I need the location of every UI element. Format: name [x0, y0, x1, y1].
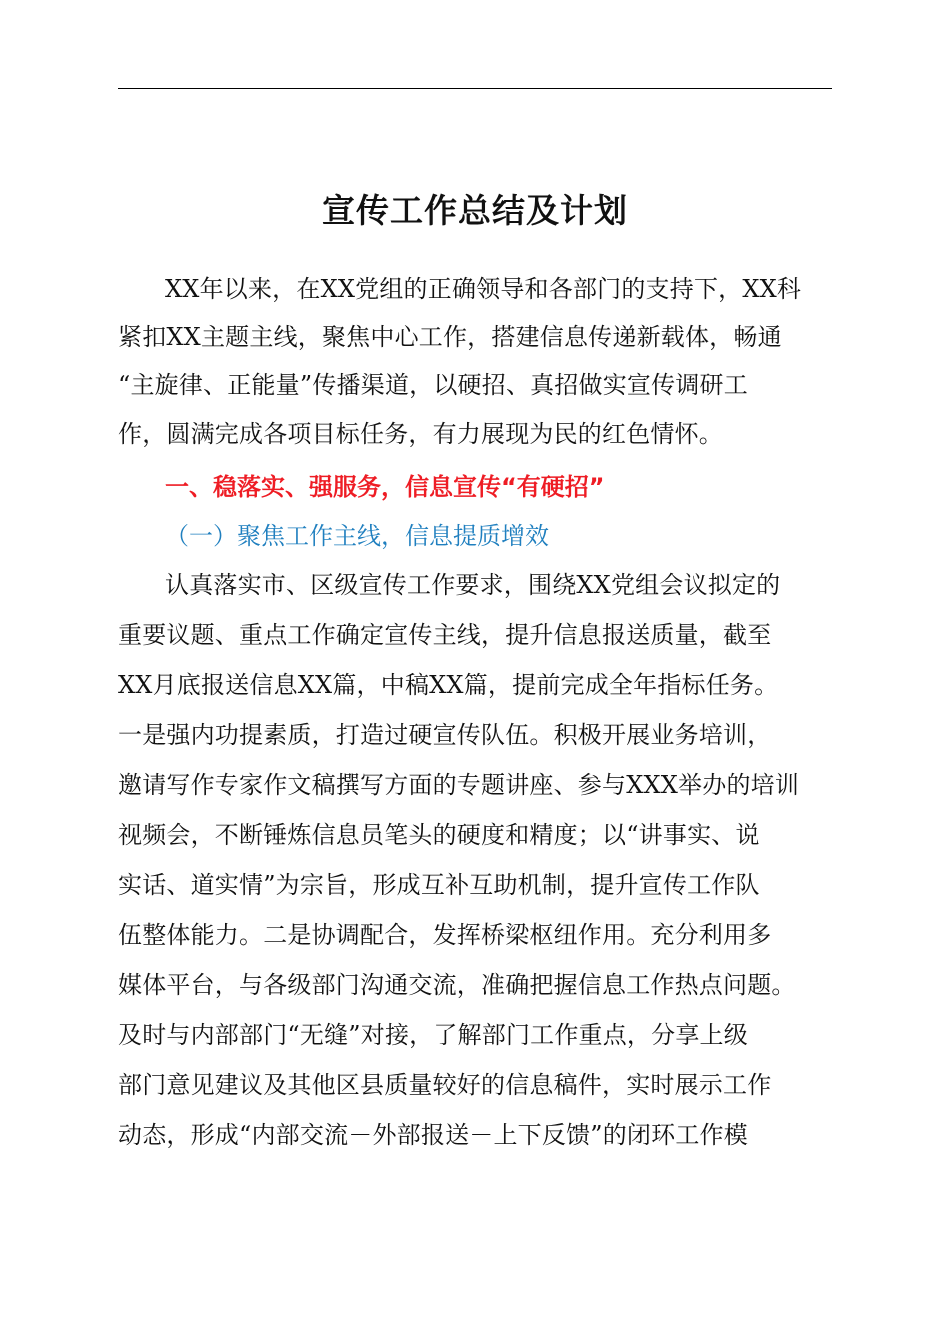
body-line: XX月底报送信息XX篇，中稿XX篇，提前完成全年指标任务。	[118, 671, 779, 699]
body-line: 及时与内部部门“无缝”对接，了解部门工作重点，分享上级	[118, 1021, 748, 1049]
body-line: 视频会，不断锤炼信息员笔头的硬度和精度；以“讲事实、说	[118, 821, 760, 849]
body-line: 部门意见建议及其他区县质量较好的信息稿件，实时展示工作	[118, 1071, 772, 1099]
body-line: 实话、道实情”为宗旨，形成互补互助机制，提升宣传工作队	[118, 871, 760, 899]
body-line: 动态，形成“内部交流－外部报送－上下反馈”的闭环工作模	[118, 1121, 748, 1149]
body-line: 伍整体能力。二是协调配合，发挥桥梁枢纽作用。充分利用多	[118, 921, 772, 949]
intro-line: XX年以来，在XX党组的正确领导和各部门的支持下，XX科	[165, 275, 802, 303]
body-line: 重要议题、重点工作确定宣传主线，提升信息报送质量，截至	[118, 621, 772, 649]
body-line: 一是强内功提素质，打造过硬宣传队伍。积极开展业务培训，	[118, 721, 772, 749]
section-heading-2: （一）聚焦工作主线，信息提质增效	[165, 522, 549, 550]
section-heading-1: 一、稳落实、强服务，信息宣传“有硬招”	[165, 473, 605, 501]
body-line: 邀请写作专家作文稿撰写方面的专题讲座、参与XXX举办的培训	[118, 771, 800, 799]
document-title: 宣传工作总结及计划	[322, 191, 628, 230]
intro-line: 作，圆满完成各项目标任务，有力展现为民的红色情怀。	[118, 420, 723, 448]
body-line: 媒体平台，与各级部门沟通交流，准确把握信息工作热点问题。	[118, 971, 796, 999]
intro-line: 紧扣XX主题主线，聚焦中心工作，搭建信息传递新载体，畅通	[118, 323, 782, 351]
intro-line: “主旋律、正能量”传播渠道，以硬招、真招做实宣传调研工	[118, 371, 748, 399]
body-line: 认真落实市、区级宣传工作要求，围绕XX党组会议拟定的	[165, 571, 781, 599]
header-rule	[118, 88, 832, 89]
